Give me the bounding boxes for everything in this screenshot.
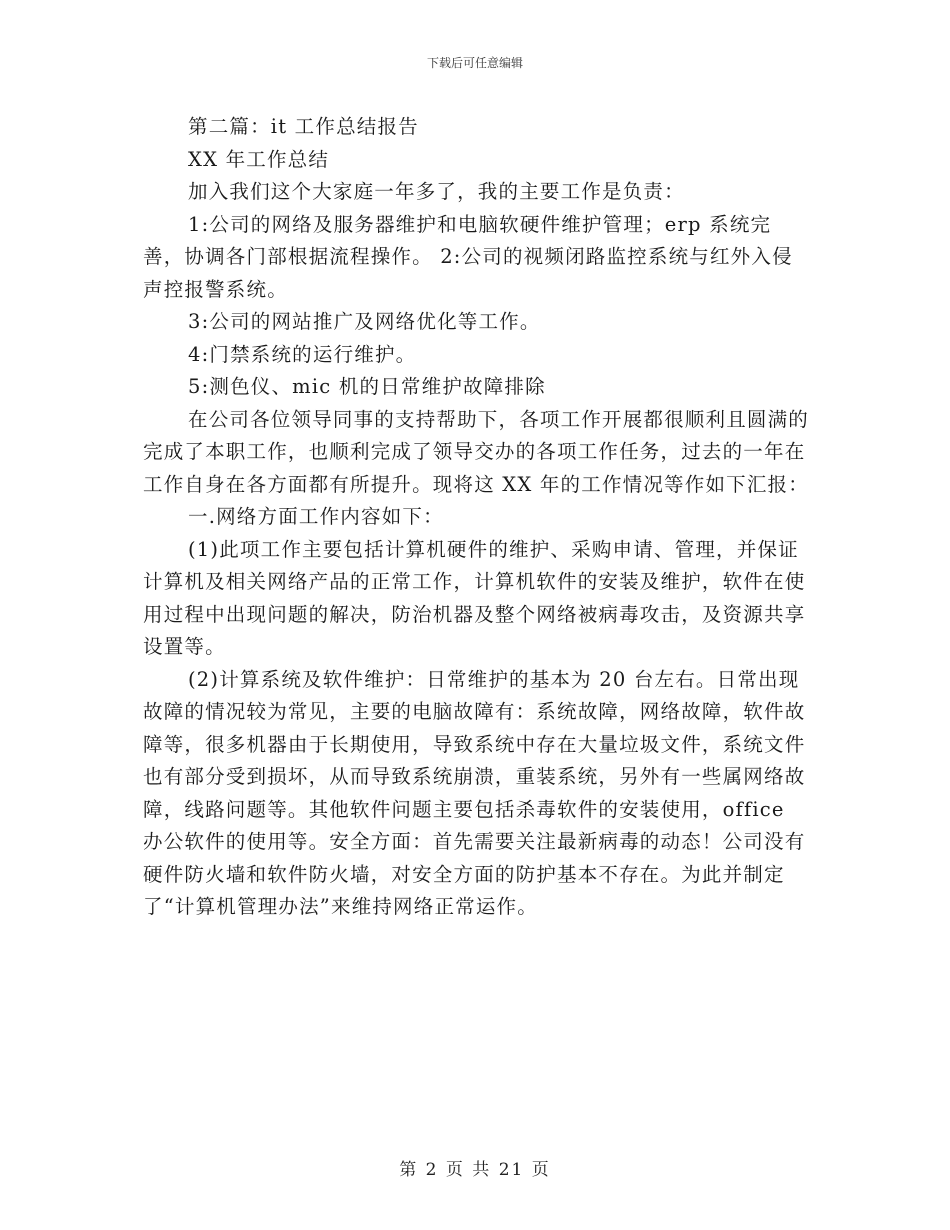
- document-body: [143, 111, 811, 924]
- paragraph-duty-3: 3:公司的网站推广及网络优化等工作。: [188, 310, 541, 333]
- paragraph-intro: 加入我们这个大家庭一年多了，我的主要工作是负责：: [188, 180, 685, 203]
- page-footer: 第 2 页 共 21 页: [399, 1160, 551, 1180]
- paragraph-item-1: (1)此项工作主要包括计算机硬件的维护、采购申请、管理，并保证计算机及相关网络产品的正常工作，计算机软件的安装及维护，软件在使用过程中出现问题的解决，防治机器及整个网络被病毒攻击，及资源共享设置等。: [143, 537, 806, 658]
- summary-title: XX 年工作总结: [188, 147, 330, 171]
- paragraph-duty-5: 5:测色仪、mic 机的日常维护故障排除: [188, 375, 546, 398]
- paragraph-overview: 在公司各位领导同事的支持帮助下，各项工作开展都很顺利且圆满的完成了本职工作，也顺利完成了领导交办的各项工作任务，过去的一年在工作自身在各方面都有所提升。现将这 XX 年的工作情况等作如下汇报：: [143, 407, 810, 496]
- paragraph-item-2: (2)计算系统及软件维护：日常维护的基本为 20 台左右。日常出现故障的情况较为常见，主要的电脑故障有：系统故障，网络故障，软件故障等，很多机器由于长期使用，导致系统中存在大量垃圾文件，系统文件也有部分受到损坏，从而导致系统崩溃，重装系统，另外有一些属网络故障，线路问题等。其他软件问题主要包括杀毒软件的安装使用，office 办公软件的使用等。安全方面：首先需要关注最新病毒的动态！公司没有硬件防火墙和软件防火墙，对安全方面的防护基本不存在。为此并制定了“计算机管理办法”来维持网络正常运作。: [143, 667, 806, 918]
- subsection-heading: 一.网络方面工作内容如下：: [188, 505, 444, 528]
- page-header: 下载后可任意编辑: [426, 56, 523, 70]
- paragraph-duty-4: 4:门禁系统的运行维护。: [188, 342, 417, 366]
- section-title: 第二篇：it 工作总结报告: [188, 115, 419, 138]
- paragraph-duty-1-2: 1:公司的网络及服务器维护和电脑软硬件维护管理；erp 系统完善，协调各门部根据流程操作。 2:公司的视频闭路监控系统与红外入侵声控报警系统。: [143, 212, 793, 301]
